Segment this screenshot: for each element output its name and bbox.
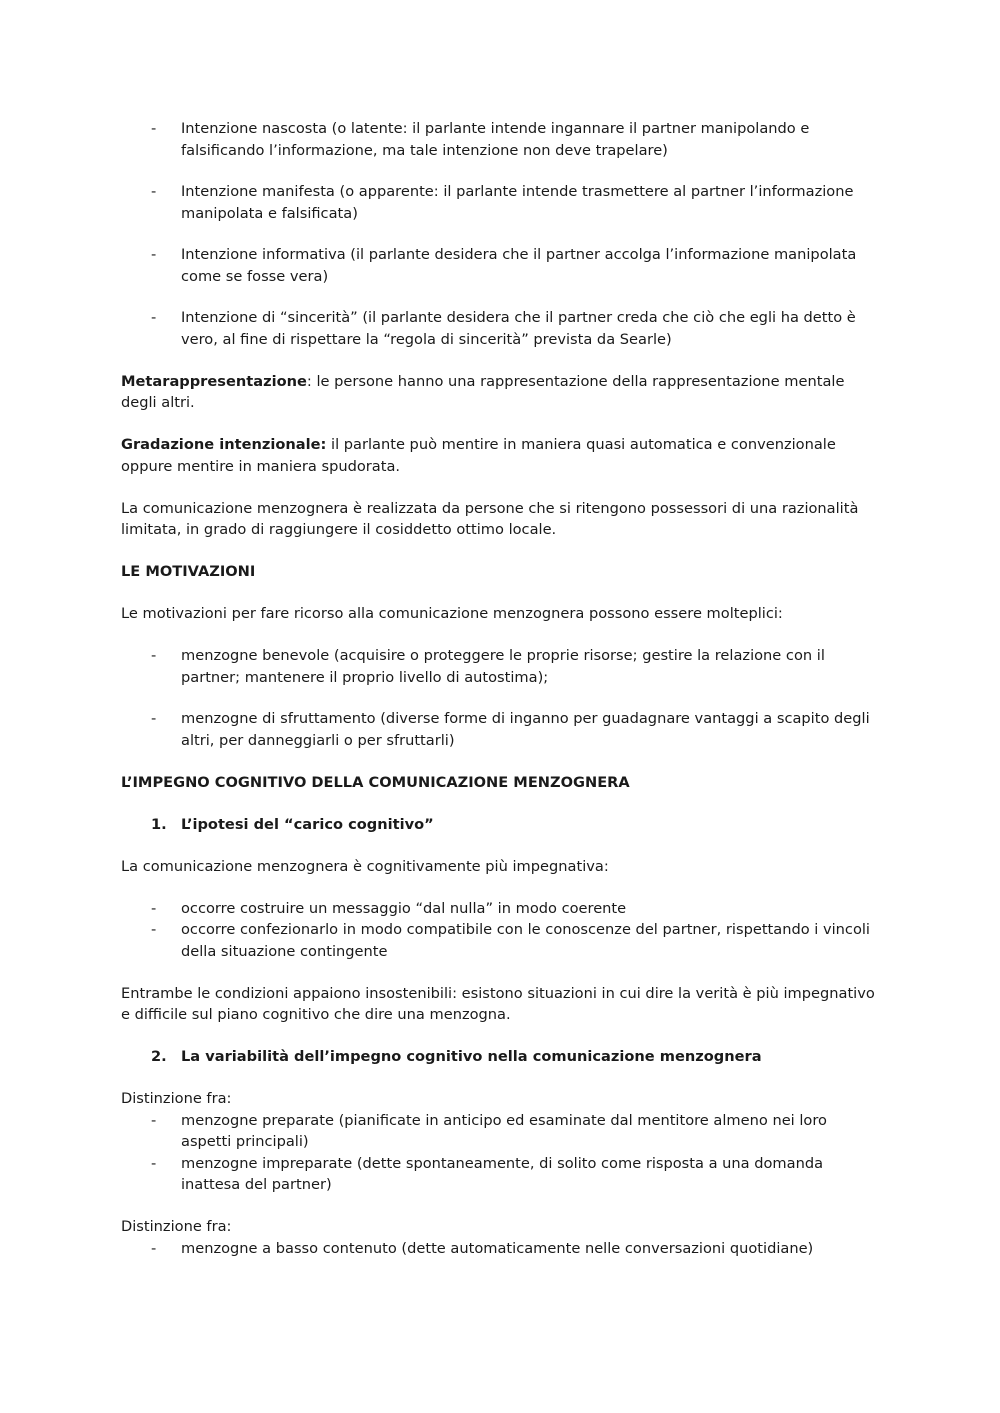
list-item: - occorre costruire un messaggio “dal nulla” in modo coerente	[121, 898, 881, 920]
list-item: - Intenzione manifesta (o apparente: il parlante intende trasmettere al partner l’informazione manipolata e falsificata)	[151, 183, 854, 222]
bullet-dash: -	[151, 1111, 157, 1129]
list-item: - Intenzione di “sincerità” (il parlante desidera che il partner creda che ciò che egli ha detto è vero, al fine di rispettare la “regola di sincerità” prevista da Searle)	[151, 309, 856, 348]
list-item: - Intenzione informativa (il parlante desidera che il partner accolga l’informazione manipolata come se fosse vera)	[151, 246, 857, 285]
bullet-dash: -	[151, 1239, 157, 1257]
bullet-dash: -	[151, 1154, 157, 1172]
metarappresentazione-paragraph: Metarappresentazione: le persone hanno una rappresentazione della rappresentazione mentale degli altri.	[121, 372, 845, 411]
bullet-dash: -	[151, 921, 157, 938]
motivazioni-list	[121, 645, 881, 751]
distinzione-label-1: Distinzione fra:	[121, 1090, 232, 1107]
motivazioni-intro: Le motivazioni per fare ricorso alla comunicazione menzognera possono essere molteplici:	[121, 605, 783, 622]
bullet-dash: -	[151, 309, 157, 326]
document-page	[121, 118, 881, 1259]
list-item: - menzogne a basso contenuto (dette automaticamente nelle conversazioni quotidiane)	[121, 1238, 881, 1260]
carico-list	[121, 898, 881, 963]
term: Gradazione intenzionale:	[121, 436, 327, 453]
distinzione-list-2	[121, 1238, 881, 1260]
bullet-dash: -	[151, 246, 157, 263]
list-item: - menzogne preparate (pianificate in anticipo ed esaminate dal mentitore almeno nei loro aspetti principali)	[151, 1111, 827, 1150]
conclusion-paragraph: Entrambe le condizioni appaiono insostenibili: esistono situazioni in cui dire la verità è più impegnativo e difficile sul piano cognitivo che dire una menzogna.	[121, 984, 875, 1023]
distinzione-label-2: Distinzione fra:	[121, 1218, 232, 1235]
list-item: - menzogne di sfruttamento (diverse forme di inganno per guadagnare vantaggi a scapito degli altri, per danneggiarli o per sfruttarli)	[151, 710, 870, 749]
bullet-dash: -	[151, 710, 157, 727]
list-item: - menzogne impreparate (dette spontaneamente, di solito come risposta a una domanda inattesa del partner)	[151, 1154, 824, 1193]
numbered-heading-2: 2. La variabilità dell’impegno cognitivo nella comunicazione menzognera	[151, 1048, 762, 1065]
list-item: - Intenzione nascosta (o latente: il parlante intende ingannare il partner manipolando e falsificando l’informazione, ma tale intenzione non deve trapelare)	[151, 120, 810, 159]
section-title-motivazioni: LE MOTIVAZIONI	[121, 563, 256, 580]
impegno-intro: La comunicazione menzognera è cognitivamente più impegnativa:	[121, 857, 609, 875]
bullet-dash: -	[151, 183, 157, 200]
distinzione-list-1	[121, 1110, 881, 1196]
gradazione-paragraph: Gradazione intenzionale: il parlante può mentire in maniera quasi automatica e convenzionale oppure mentire in maniera spudorata.	[121, 436, 836, 475]
bullet-dash: -	[151, 120, 157, 137]
razionalita-paragraph: La comunicazione menzognera è realizzata da persone che si ritengono possessori di una razionalità limitata, in grado di raggiungere il cosiddetto ottimo locale.	[121, 499, 859, 538]
bullet-dash: -	[151, 647, 157, 664]
numbered-heading-1: 1. L’ipotesi del “carico cognitivo”	[151, 815, 434, 833]
term: Metarappresentazione	[121, 372, 307, 390]
section-title-impegno: L’IMPEGNO COGNITIVO DELLA COMUNICAZIONE MENZOGNERA	[121, 773, 630, 791]
intentions-list	[121, 118, 881, 350]
list-item: - occorre confezionarlo in modo compatibile con le conoscenze del partner, rispettando i vincoli della situazione contingente	[151, 921, 870, 960]
list-item: - menzogne benevole (acquisire o proteggere le proprie risorse; gestire la relazione con il partner; mantenere il proprio livello di autostima);	[151, 647, 825, 686]
bullet-dash: -	[151, 899, 157, 917]
